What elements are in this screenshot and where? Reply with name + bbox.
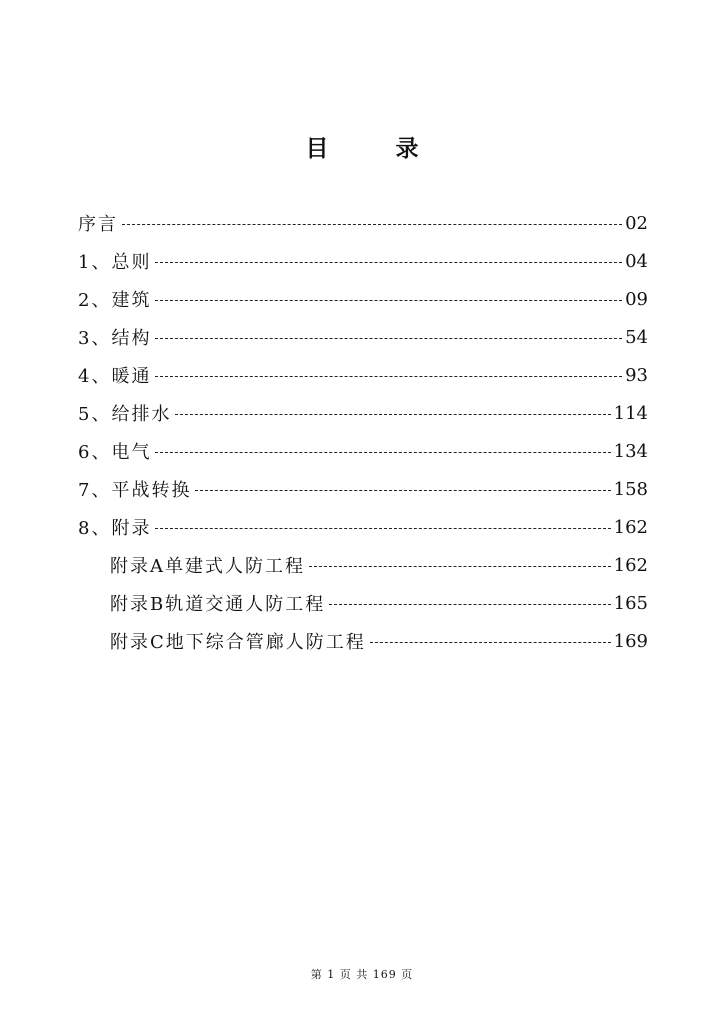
toc-entry-plumbing[interactable]	[78, 396, 648, 430]
toc-entry-architecture[interactable]	[78, 282, 648, 316]
toc-entry-appendix-b[interactable]	[110, 586, 648, 620]
toc-entry-label: 4、暖通	[78, 366, 152, 387]
toc-entry-electrical[interactable]	[78, 434, 648, 468]
toc-entry-hvac[interactable]	[78, 358, 648, 392]
toc-entry-appendix[interactable]	[78, 510, 648, 544]
toc-dot-leader	[155, 338, 622, 339]
toc-dot-leader	[155, 262, 622, 263]
toc-entry-page: 54	[625, 326, 648, 348]
toc-entry-page: 09	[625, 288, 648, 310]
toc-entry-page: 162	[613, 516, 648, 538]
toc-entry-label: 附录B轨道交通人防工程	[110, 594, 326, 615]
toc-entry-label: 附录A单建式人防工程	[110, 556, 305, 577]
toc-entry-page: 93	[625, 364, 648, 386]
toc-entry-structure[interactable]	[78, 320, 648, 354]
toc-entry-page: 158	[613, 478, 648, 500]
toc-entry-page: 165	[613, 592, 648, 614]
toc-dot-leader	[329, 604, 610, 605]
toc-entry-page: 114	[613, 402, 648, 424]
toc-entry-label: 3、结构	[78, 328, 152, 349]
toc-dot-leader	[155, 376, 622, 377]
toc-entry-appendix-c[interactable]	[110, 624, 648, 658]
toc-entry-label: 1、总则	[78, 252, 152, 273]
toc-dot-leader	[155, 452, 610, 453]
toc-dot-leader	[175, 414, 610, 415]
toc-entry-page: 162	[613, 554, 648, 576]
toc-entry-label: 附录C地下综合管廊人防工程	[110, 632, 366, 653]
toc-dot-leader	[195, 490, 610, 491]
toc-entry-label: 6、电气	[78, 442, 152, 463]
toc-entry-label: 序言	[78, 214, 118, 235]
toc-dot-leader	[155, 528, 610, 529]
toc-entry-page: 04	[625, 250, 648, 272]
page-title: 目 录	[305, 136, 441, 162]
toc-dot-leader	[155, 300, 622, 301]
toc-dot-leader	[309, 566, 611, 567]
toc-entry-general[interactable]	[78, 244, 648, 278]
toc-dot-leader	[122, 224, 622, 225]
toc-entry-page: 169	[613, 630, 648, 652]
toc-entry-label: 5、给排水	[78, 404, 172, 425]
toc-entry-appendix-a[interactable]	[110, 548, 648, 582]
page-footer: 第 1 页 共 169 页	[310, 968, 414, 981]
toc-entry-label: 2、建筑	[78, 290, 152, 311]
toc-entry-label: 7、平战转换	[78, 480, 192, 501]
toc-entry-preface[interactable]	[78, 206, 648, 240]
toc-entry-conversion[interactable]	[78, 472, 648, 506]
toc-entry-page: 02	[625, 212, 648, 234]
toc-entry-page: 134	[613, 440, 648, 462]
toc-dot-leader	[370, 642, 611, 643]
toc-entry-label: 8、附录	[78, 518, 152, 539]
